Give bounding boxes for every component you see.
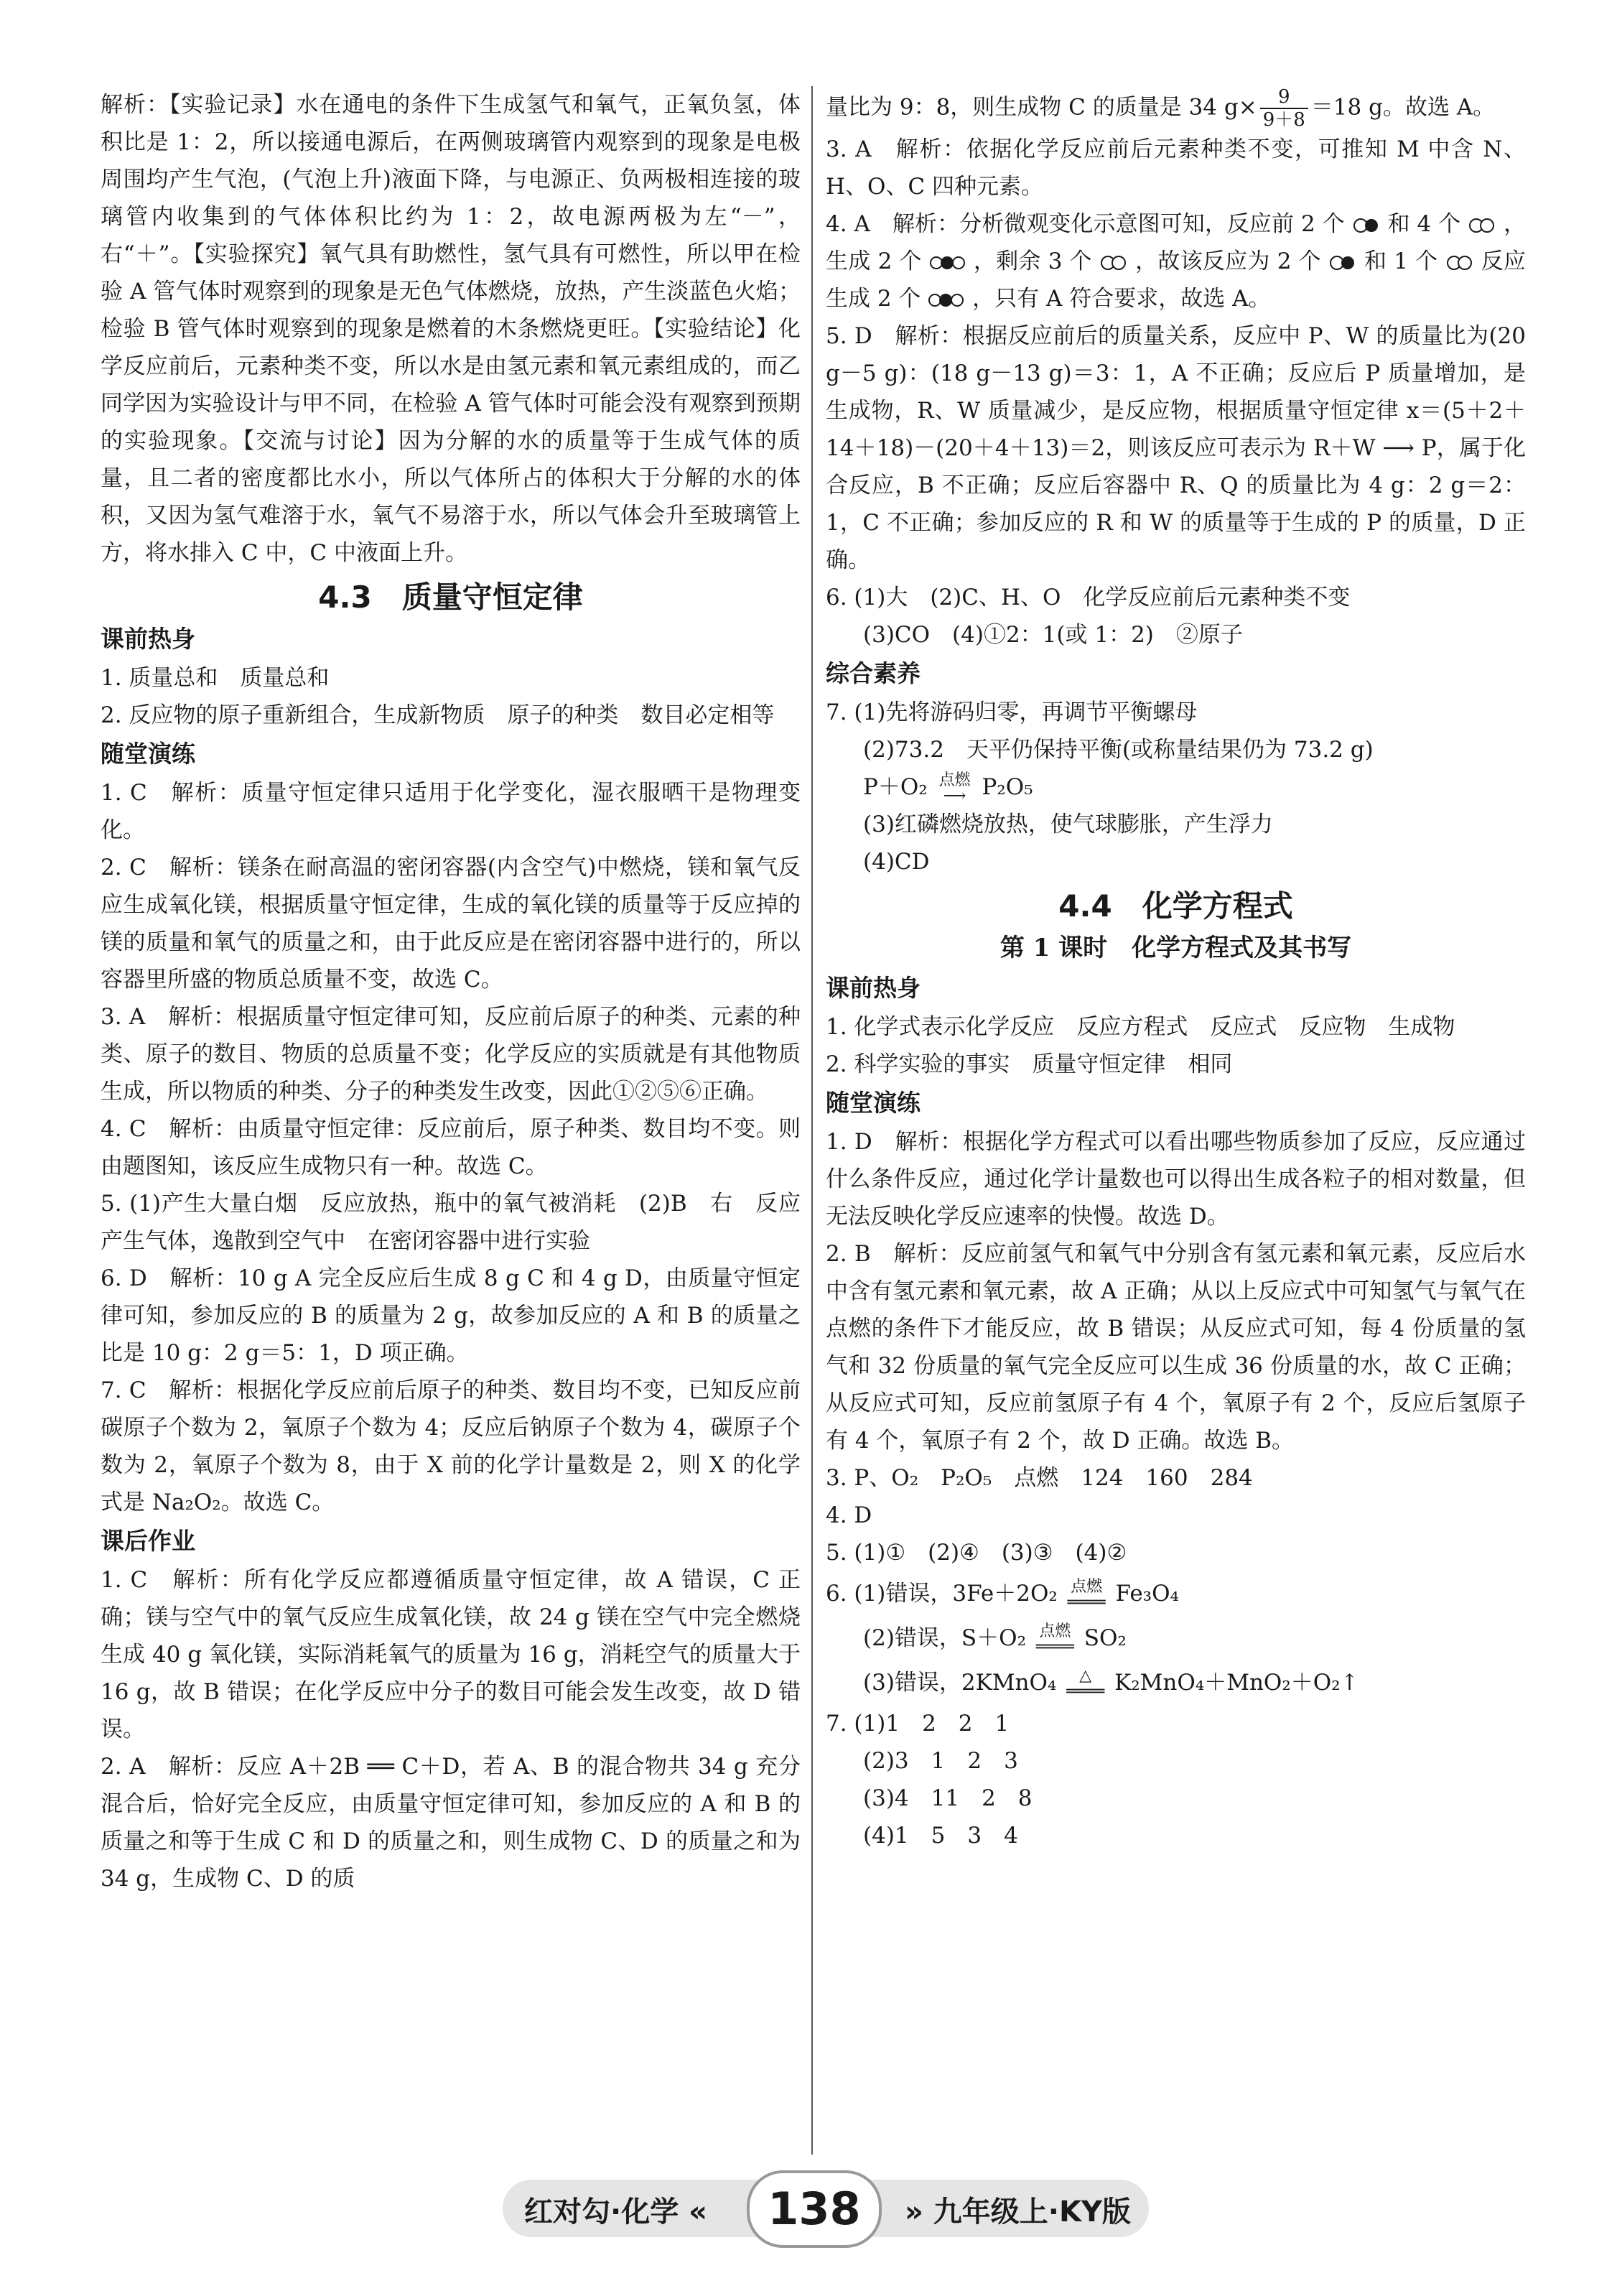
fraction-denominator: 9＋8 [1262,109,1305,131]
equation-rhs: P₂O₅ [982,774,1033,800]
molecule-triatomic-icon [928,292,965,309]
equation-rhs: SO₂ [1084,1625,1127,1651]
heading-warmup: 课前热身 [101,625,195,653]
q4-text: 4. A 解析：分析微观变化示意图可知，反应前 2 个 [826,211,1345,237]
heading-comprehensive: 综合素养 [826,659,921,687]
equation-lhs: 3Fe＋2O₂ [952,1581,1058,1607]
left-column [101,86,801,1897]
equation-6-2 [826,1616,1526,1660]
answer-item: 2. A 解析：反应 A＋2B ══ C＋D，若 A、B 的混合物共 34 g 充分混合后，恰好完全反应，由质量守恒定律可知，参加反应的 A 和 B 的质量之和等于生成 C 和 D 的质量之和，则生成物 C、D 的质量之和为 34 g，生成物 C、D 的质 [101,1754,801,1892]
reaction-arrow [1068,1579,1106,1611]
answer-item: 5. (1)产生大量白烟 反应放热，瓶中的氧气被消耗 (2)B 右 反应产生气体，逸散到空气中 在密闭容器中进行实验 [101,1191,801,1254]
answer-item: 1. 质量总和 质量总和 [101,665,330,691]
equation-rhs: K₂MnO₄＋MnO₂＋O₂↑ [1114,1670,1359,1696]
q4-text: 和 1 个 [1364,248,1438,274]
equation-prefix: (3)错误， [863,1670,961,1696]
equals-line: ════ [1035,1637,1074,1656]
footer-book-title: 红对勾·化学 « [524,2195,707,2228]
reaction-condition: 点燃 [938,771,971,789]
equation-prefix: (2)错误， [863,1625,961,1651]
reaction-condition: △ [1079,1666,1092,1685]
equation-6-3 [826,1660,1526,1705]
q4-text: ，只有 A 符合要求，故选 A。 [972,286,1271,312]
molecule-white-white-icon [1099,254,1128,271]
answer-item: (3)CO (4)①2：1(或 1：2) ②原子 [863,622,1243,648]
page-number: 138 [747,2170,882,2248]
fraction-numerator: 9 [1260,86,1308,109]
q4-text: ，剩余 3 个 [973,248,1092,274]
answer-item: 2. B 解析：反应前氢气和氧气中分别含有氢元素和氧元素，反应后水中含有氢元素和氧元素，故 A 正确；从以上反应式中可知氢气与氧气在点燃的条件下才能反应，故 B 错误；从反应式可知，每 4 份质量的氢气和 32 份质量的氧气完全反应可以生成 36 份质量的水，故 C 正确；从反应式可知，反应前氢原子有 4 个，氧原子有 2 个，反应后氢原子有 4 个，氧原子有 2 个，故 D 正确。故选 B。 [826,1241,1526,1454]
section-title-4-4: 4.4 化学方程式 [1058,888,1293,924]
answer-item: 6. (1)大 (2)C、H、O 化学反应前后元素种类不变 [826,585,1351,610]
heading-practice: 随堂演练 [101,740,195,768]
q4-text: 反应生成 2 个 [826,248,1526,312]
q4-text: 和 4 个 [1387,211,1461,237]
equation-lhs: 2KMnO₄ [961,1670,1057,1696]
answer-item: 2. 科学实验的事实 质量守恒定律 相同 [826,1051,1233,1077]
reaction-condition: 点燃 [1071,1577,1103,1596]
equation-7 [826,768,1526,806]
section-title-4-3: 4.3 质量守恒定律 [318,580,583,615]
equals-line: ════ [1067,1593,1106,1612]
answer-item: 7. (1)先将游码归零，再调节平衡螺母 [826,700,1198,725]
column-divider [811,86,813,2155]
equation-lhs: S＋O₂ [961,1625,1027,1651]
lesson-title: 第 1 课时 化学方程式及其书写 [999,934,1352,962]
answer-item: 3. A 解析：依据化学反应前后元素种类不变，可推知 M 中含 N、H、O、C 四种元素。 [826,136,1526,200]
answer-item: 1. C 解析：所有化学反应都遵循质量守恒定律，故 A 错误，C 正确；镁与空气中的氧气反应生成氧化镁，故 24 g 镁在空气中完全燃烧生成 40 g 氧化镁，实际消耗氧气的质量为 16 g，消耗空气的质量大于 16 g，故 B 错误；在化学反应中分子的数目可能会发生改变，故 D 错误。 [101,1567,801,1742]
q4-text: ，生成 2 个 [826,211,1527,274]
footer-grade: » 九年级上·KY版 [905,2195,1131,2228]
reaction-condition: 点燃 [1039,1622,1071,1640]
heading-practice: 随堂演练 [826,1089,921,1117]
intro-analysis: 解析：【实验记录】水在通电的条件下生成氢气和氧气，正氧负氢，体积比是 1：2，所以接通电源后，在两侧玻璃管内观察到的现象是电极周围均产生气泡，(气泡上升)液面下降，与电源正、负两极相连接的玻璃管内收集到的气体体积比约为 1：2，故电源两极为左“－”，右“＋”。【实验探究】氧气具有助燃性，氢气具有可燃性，所以甲在检验 A 管气体时观察到的现象是无色气体燃烧，放热，产生淡蓝色火焰；检验 B 管气体时观察到的现象是燃着的木条燃烧更旺。【实验结论】化学反应前后，元素种类不变，所以水是由氢元素和氧元素组成的，而乙同学因为实验设计与甲不同，在检验 A 管气体时可能会没有观察到预期的实验现象。【交流与讨论】因为分解的水的质量等于生成气体的质量，且二者的密度都比水小，所以气体所占的体积大于分解的水的体积，又因为氢气难溶于水，氧气不易溶于水，所以气体会升至玻璃管上方，将水排入 C 中，C 中液面上升。 [101,92,801,566]
answer-item: 4. C 解析：由质量守恒定律：反应前后，原子种类、数目均不变。则由题图知，该反应生成物只有一种。故选 C。 [101,1116,801,1179]
answer-item: (2)3 1 2 3 [863,1748,1018,1774]
equation-6-1 [826,1571,1526,1616]
reaction-arrow [1066,1668,1104,1700]
answer-item: 3. A 解析：根据质量守恒定律可知，反应前后原子的种类、元素的种类、原子的数目、物质的总质量不变；化学反应的实质就是有其他物质生成，所以物质的种类、分子的种类发生改变，因此①②⑤⑥正确。 [101,1004,801,1105]
answer-item-4 [826,205,1526,317]
right-column [826,86,1526,1854]
reaction-arrow [1036,1624,1074,1655]
molecule-white-white-icon [1445,254,1474,271]
answer-item: (4)CD [863,849,930,875]
answer-item: (3)4 11 2 8 [863,1785,1033,1811]
answer-item: 7. C 解析：根据化学反应前后原子的种类、数目均不变，已知反应前碳原子个数为 2，氧原子个数为 4；反应后钠原子个数为 4，碳原子个数为 2，氧原子个数为 8，由于 X 前的化学计量数是 2，则 X 的化学式是 Na₂O₂。故选 C。 [101,1377,801,1515]
page-footer [0,2162,1617,2269]
fraction [1260,86,1308,131]
answer-item: 2. C 解析：镁条在耐高温的密闭容器(内含空气)中燃烧，镁和氧气反应生成氧化镁，根据质量守恒定律，生成的氧化镁的质量等于反应掉的镁的质量和氧气的质量之和，由于此反应是在密闭容器中进行的，所以容器里所盛的物质总质量不变，故选 C。 [101,855,801,993]
molecule-triatomic-icon [929,254,966,271]
answer-item: 5. (1)① (2)④ (3)③ (4)② [826,1540,1127,1566]
answer-item: 5. D 解析：根据反应前后的质量关系，反应中 P、W 的质量比为(20 g－5 g)：(18 g－13 g)＝3：1，A 不正确；反应后 P 质量增加，是生成物，R、W 质量减少，是反应物，根据质量守恒定律 x＝(5＋2＋14＋18)－(20＋4＋13)＝2，则该反应可表示为 R＋W ⟶ P，属于化合反应，B 不正确；反应后容器中 R、Q 的质量比为 4 g：2 g＝2：1，C 不正确；参加反应的 R 和 W 的质量等于生成的 P 的质量，D 正确。 [826,323,1526,573]
arrow-line: ⟶ [943,786,966,805]
answer-item: 1. D 解析：根据化学方程式可以看出哪些物质参加了反应，反应通过什么条件反应，通过化学计量数也可以得出生成各粒子的相对数量，但无法反映化学反应速率的快慢。故选 D。 [826,1129,1526,1230]
equation-prefix: 6. (1)错误， [826,1581,953,1607]
q4-text: ，故该反应为 2 个 [1135,248,1321,274]
answer-item: (2)73.2 天平仍保持平衡(或称量结果仍为 73.2 g) [863,737,1374,763]
continuation-text: 量比为 9：8，则生成物 C 的质量是 34 g× [826,94,1257,121]
equals-line: ════ [1066,1682,1105,1701]
answer-continuation [826,86,1526,131]
molecule-white-black-icon [1328,254,1357,271]
answer-item: (4)1 5 3 4 [863,1823,1018,1849]
molecule-white-black-icon [1352,217,1381,234]
answer-item: (3)红磷燃烧放热，使气球膨胀，产生浮力 [863,812,1273,837]
answer-item: 1. 化学式表示化学反应 反应方程式 反应式 反应物 生成物 [826,1014,1455,1040]
heading-homework: 课后作业 [101,1527,195,1555]
answer-item: 7. (1)1 2 2 1 [826,1711,1010,1737]
heading-warmup: 课前热身 [826,974,921,1002]
equation-rhs: Fe₃O₄ [1115,1581,1179,1607]
equation-lhs: P＋O₂ [863,774,928,800]
answer-item: 2. 反应物的原子重新组合，生成新物质 原子的种类 数目必定相等 [101,702,775,728]
answer-item: 3. P、O₂ P₂O₅ 点燃 124 160 284 [826,1465,1253,1491]
reaction-arrow [939,773,971,804]
continuation-text: ＝18 g。故选 A。 [1310,94,1496,121]
molecule-white-white-icon [1468,217,1496,234]
answer-item: 1. C 解析：质量守恒定律只适用于化学变化，湿衣服晒干是物理变化。 [101,780,801,843]
answer-item: 6. D 解析：10 g A 完全反应后生成 8 g C 和 4 g D，由质量守恒定律可知，参加反应的 B 的质量为 2 g，故参加反应的 A 和 B 的质量之比是 10 g：2 g＝5：1，D 项正确。 [101,1265,801,1366]
answer-item: 4. D [826,1502,872,1528]
